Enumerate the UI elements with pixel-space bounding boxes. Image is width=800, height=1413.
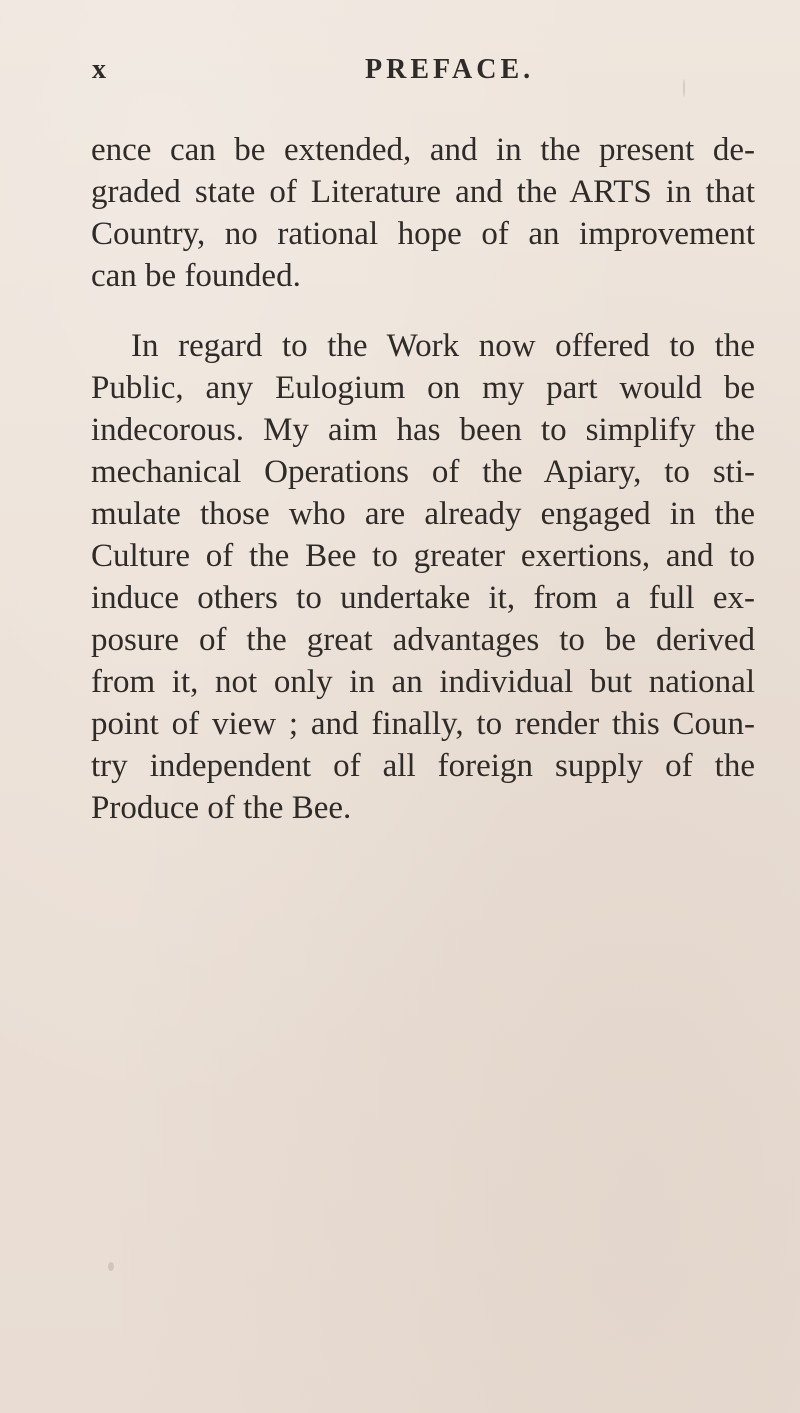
paragraph-2	[91, 325, 755, 829]
paper-speck	[108, 1262, 114, 1271]
text-line: point of view ; and finally, to render this Coun-	[91, 706, 755, 742]
paper-speck	[683, 79, 685, 97]
body-text	[91, 129, 755, 829]
running-head: PREFACE.	[365, 54, 535, 85]
text-line: posure of the great advantages to be derived	[91, 622, 755, 658]
text-line: indecorous. My aim has been to simplify the	[91, 412, 755, 448]
text-line: induce others to undertake it, from a full ex-	[91, 580, 755, 616]
text-line: Public, any Eulogium on my part would be	[91, 370, 755, 406]
text-line: Country, no rational hope of an improvement	[91, 216, 755, 252]
page-header	[92, 54, 712, 94]
paragraph-1	[91, 129, 755, 297]
text-line: In regard to the Work now offered to the	[131, 328, 755, 364]
text-line: Culture of the Bee to greater exertions, and to	[91, 538, 755, 574]
text-line: mechanical Operations of the Apiary, to sti-	[91, 454, 755, 490]
text-line: graded state of Literature and the ARTS in that	[91, 174, 755, 210]
page-number: x	[92, 54, 106, 85]
text-line: can be founded.	[91, 258, 301, 294]
text-line: Produce of the Bee.	[91, 790, 352, 826]
text-line: try independent of all foreign supply of the	[91, 748, 755, 784]
text-line: from it, not only in an individual but national	[91, 664, 755, 700]
text-line: mulate those who are already engaged in the	[91, 496, 755, 532]
text-line: ence can be extended, and in the present de-	[91, 132, 755, 168]
